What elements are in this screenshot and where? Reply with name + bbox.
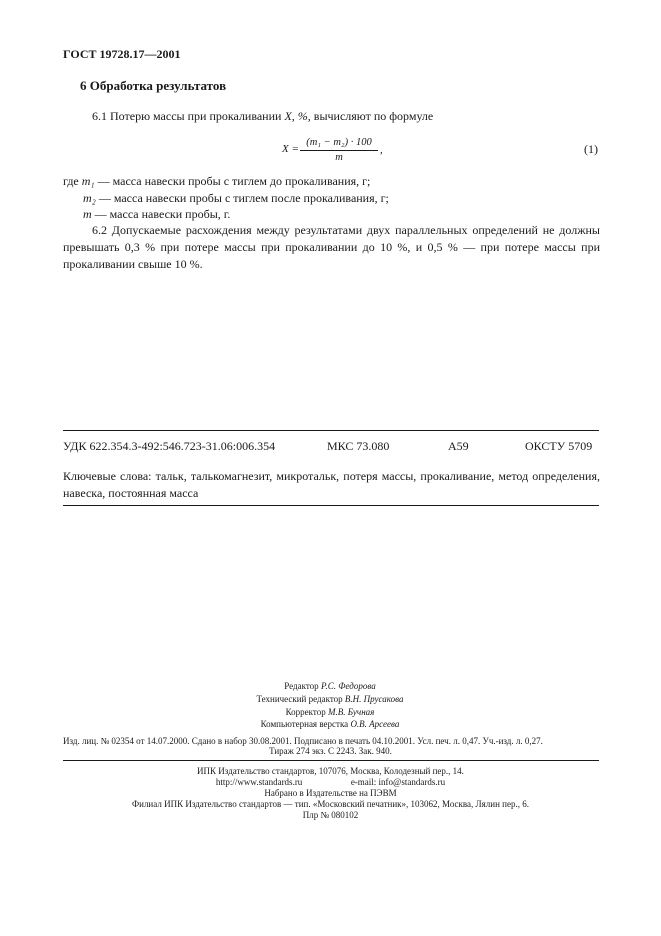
- where-text: — масса навески пробы с тиглем до прокаливания, г;: [97, 174, 371, 188]
- where-prefix: где: [63, 174, 79, 188]
- formula-comma: ,: [380, 144, 383, 156]
- where-line-2: [83, 190, 389, 207]
- publisher-line-1: ИПК Издательство стандартов, 107076, Москва, Колодезный пер., 14.: [197, 766, 464, 776]
- okstu-code: ОКСТУ 5709: [525, 439, 593, 453]
- formula-fraction: [300, 136, 378, 164]
- divider: [63, 505, 599, 506]
- where-text: — масса навески пробы с тиглем после прокаливания, г;: [98, 191, 389, 205]
- credit-line: Редактор Р.С. Федорова: [284, 681, 376, 691]
- divider: [63, 760, 599, 761]
- imprint-line-1: Изд. лиц. № 02354 от 14.07.2000. Сдано в набор 30.08.2001. Подписано в печать 04.10.2001. Усл. печ. л. 0,47. Уч.-изд. л. 0,27.: [63, 736, 543, 746]
- credits-block: [230, 680, 430, 731]
- equation-number: (1): [584, 142, 598, 156]
- where-symbol: m: [83, 207, 92, 221]
- fraction-bar: [300, 150, 378, 151]
- formula-denominator: m: [335, 152, 343, 163]
- credit-line: Компьютерная верстка О.В. Арсеева: [260, 719, 400, 730]
- mks-code: МКС 73.080: [327, 439, 390, 453]
- section-title: 6 Обработка результатов: [80, 78, 227, 93]
- credit-line: Корректор М.В. Бучная: [285, 706, 375, 717]
- formula-lhs: X =: [282, 143, 299, 155]
- publisher-contacts: [0, 777, 661, 787]
- divider: [63, 430, 599, 431]
- paragraph-6-1: [92, 108, 433, 125]
- where-line-1: [63, 173, 370, 190]
- publisher-email[interactable]: e-mail: info@standards.ru: [350, 777, 446, 787]
- where-line-3: [83, 206, 230, 223]
- paragraph-6-1-text: 6.1 Потерю массы при прокаливании: [92, 109, 282, 123]
- keywords: Ключевые слова: тальк, талькомагнезит, микротальк, потеря массы, прокаливание, метод определения, навеска, постоянная масса: [63, 469, 600, 500]
- where-symbol: m₁: [81, 174, 95, 188]
- udk-code: УДК 622.354.3-492:546.723-31.06:006.354: [63, 439, 276, 453]
- paragraph-6-1-var: X, %,: [284, 109, 311, 123]
- a-code: А59: [448, 439, 469, 453]
- standard-code: ГОСТ 19728.17—2001: [63, 47, 181, 61]
- publisher-url[interactable]: http://www.standards.ru: [215, 777, 303, 787]
- credit-line: Технический редактор В.Н. Прусакова: [256, 693, 404, 704]
- where-text: — масса навески пробы, г.: [94, 207, 231, 221]
- publisher-line-3: Набрано в Издательстве на ПЭВМ: [264, 788, 397, 798]
- publisher-line-4: Филиал ИПК Издательство стандартов — тип. «Московский печатник», 103062, Москва, Лялин пер., 6.: [132, 799, 529, 809]
- where-symbol: m₂: [83, 191, 96, 205]
- publisher-line-5: Плр № 080102: [302, 810, 359, 820]
- formula-numerator: (m₁ − m₂) · 100: [306, 137, 372, 148]
- paragraph-6-2: 6.2 Допускаемые расхождения между результатами двух параллельных определений не должны превышать 0,3 % при потере массы при прокаливании до 10 %, и 0,5 % — при потере массы при прокаливании свыше 10 %.: [63, 223, 600, 271]
- imprint-line-2: Тираж 274 экз. С 2243. Зак. 940.: [269, 746, 392, 756]
- paragraph-6-1-tail: вычисляют по формуле: [313, 109, 434, 123]
